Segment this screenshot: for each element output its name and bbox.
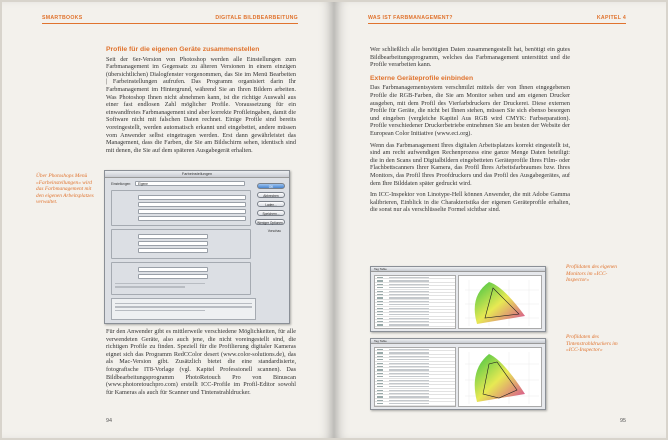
figure-caption: Über Photoshops Menü »Farbeinstellungen« wird das Farbmanagement mit den eigenen Arbeitsplatzes verwaltet. xyxy=(36,173,94,206)
page-number: 94 xyxy=(106,418,112,424)
running-head-left: WAS IST FARBMANAGEMENT? xyxy=(368,15,453,21)
gamut-plot xyxy=(458,347,542,407)
paragraph: Im ICC-Inspektor von Linotype-Hell können Anwender, die mit Adobe Gamma kalibrieren, Einblick in die Charakteristika der eigenen Geräteprofile erhalten, die sonst nur als verschlüsselte Formel sichtbar sind. xyxy=(370,191,570,214)
preview-checkbox[interactable]: Vorschau xyxy=(267,229,281,233)
window-title: Tag Table xyxy=(371,267,545,272)
cmyk-select[interactable] xyxy=(138,202,246,207)
description-box xyxy=(111,298,256,320)
tag-list xyxy=(374,347,456,407)
window-title: Tag Table xyxy=(371,339,545,344)
icc-inspector-monitor xyxy=(370,266,546,332)
rgb-policy-select[interactable] xyxy=(138,234,208,239)
cmyk-policy-select[interactable] xyxy=(138,241,208,246)
settings-select[interactable]: Eigene xyxy=(135,181,245,186)
left-body-top xyxy=(106,46,296,158)
fewer-options-button[interactable]: Weniger Optionen xyxy=(255,219,285,225)
section-title: Externe Geräteprofile einbinden xyxy=(370,74,474,82)
color-settings-dialog xyxy=(104,170,290,324)
running-head-chapter: DIGITALE BILDBEARBEITUNG xyxy=(215,15,298,21)
spot-select[interactable] xyxy=(138,216,246,221)
figure-caption-printer: Profildaten des Tintenstrahldruckers im »ICC-Inspector« xyxy=(566,334,618,354)
load-button[interactable]: Laden... xyxy=(257,201,285,207)
color-management-group xyxy=(111,229,251,259)
paragraph: Für den Anwender gibt es mittlerweile verschiedene Möglichkeiten, für alle verwendeten Geräte, also auch jene, die nicht voreingestellt sind, die richtigen Profile zu finden. Speziell für die Profilierung digitaler Kameras eignet sich das Programm RedCColor desert (www.color-solutions.de), das als Mac-Version gibt. Zusätzlich bietet die eine standardisierte, fotografische IT8-Vorlage (vgl. Kapitel Professionell scannen). Das Bildbearbeitungsprogramm PhotoRetouch Pro von Binuscan (www.photoretouchpro.com) erstellt ICC-Profile im Profil-Editor sowohl für Kameras als auch für Scanner und Tintenstrahldrucker. xyxy=(106,328,296,396)
tag-list xyxy=(374,275,456,329)
header-rule xyxy=(368,23,626,24)
dialog-title: Farbeinstellungen xyxy=(105,171,289,178)
figure-caption-monitor: Profildaten des eigenen Monitors im »ICC-Inspector« xyxy=(566,264,617,284)
left-body-bottom xyxy=(106,328,296,400)
ok-button[interactable]: OK xyxy=(257,183,285,189)
rgb-select[interactable] xyxy=(138,195,246,200)
paragraph: Wer schließlich alle benötigten Daten zusammengestellt hat, benötigt ein gutes Bildbearbeitungsprogramm, welches das Farbmanagement unterstützt und die Profile verarbeiten kann. xyxy=(370,46,570,69)
engine-select[interactable] xyxy=(138,267,208,272)
paragraph: Wenn das Farbmanagement Ihres digitalen Arbeitsplatzes korrekt eingestellt ist, sind am recht aufwendigen Rechenprozess eine ganze Menge Daten beteiligt: die in den Scans und Digitalbildern eingebetteten Geräteprofile Ihres Film- oder Flachbettscanners Ihrer Kamera, das Profil Ihres Arbeitsfarbraumes bzw. Ihres Monitors, das Profil Ihres Proofdruckers und das Profil des Ausgabegerätes, auf dem Ihre Bilddaten später gedruckt wird. xyxy=(370,141,570,187)
conversion-options-group xyxy=(111,262,251,295)
left-page xyxy=(2,2,334,438)
save-button[interactable]: Speichern... xyxy=(257,210,285,216)
running-head-chapter: KAPITEL 4 xyxy=(596,15,626,21)
header-rule xyxy=(42,23,298,24)
book-spread xyxy=(2,2,666,438)
cancel-button[interactable]: Abbrechen xyxy=(257,192,285,198)
settings-label: Einstellungen: xyxy=(111,182,132,186)
gamut-plot xyxy=(458,275,542,329)
running-head-left: SMARTBOOKS xyxy=(42,15,83,21)
gray-select[interactable] xyxy=(138,209,246,214)
page-number: 95 xyxy=(620,418,626,424)
section-title: Profile für die eigenen Geräte zusammenstellen xyxy=(106,46,260,53)
right-page xyxy=(334,2,666,438)
paragraph: Seit der 6er-Version von Photoshop werden alle Einstellungen zum Farbmanagement im Gegensatz zu älteren Versionen in einem einzigen (übersichtlichen) Dialogfenster vorgenommen, das Sie im Menü Bearbeiten | Farbeinstellungen aufrufen. Das Programm organisiert darin Ihr Farbmanagement im Hintergrund, während Sie an Ihren Bildern arbeiten. Was Photoshop Ihnen nicht abnehmen kann, ist die richtige Auswahl aus einer fast endlosen Zahl möglicher Profile. Voraussetzung für ein einwandfreies Farbmanagement sind aber korrekte Profileingaben, damit die Software nicht mit falschen Daten rechnet. Einige Profile sind bereits voreingestellt, werden automatisch erkannt und eingebettet, andere müssen vom Anwender selbst eingetragen werden. Erst dann gewährleistet das Management, dass die Farben, die Sie am Bildschirm sehen, identisch sind mit denen, die Sie auf dem späteren Ausgabegerät erhalten. xyxy=(106,55,296,154)
paragraph: Das Farbmanagementsystem verschmilzt mittels der von Ihnen eingegebenen Profile die RGB-Farben, die Sie am Monitor sehen und am eigenen Drucker ausgeben, mit dem Profil des Vierfarbdruckers der Druckerei. Diese externen Profile für Geräte, die nicht bei Ihnen stehen, müssen Sie sich ebenso besorgen und eingeben (vergleiche Kapitel Aus RGB wird CMYK: Farbseparation). Profile verschiedener Druckerbetriebe entnehmen Sie am besten der Website der European Color Initiative (www.eci.org). xyxy=(370,84,570,137)
gray-policy-select[interactable] xyxy=(138,248,208,253)
right-body xyxy=(370,46,570,218)
working-spaces-group xyxy=(111,190,251,226)
intent-select[interactable] xyxy=(138,274,208,279)
icc-inspector-printer xyxy=(370,338,546,410)
